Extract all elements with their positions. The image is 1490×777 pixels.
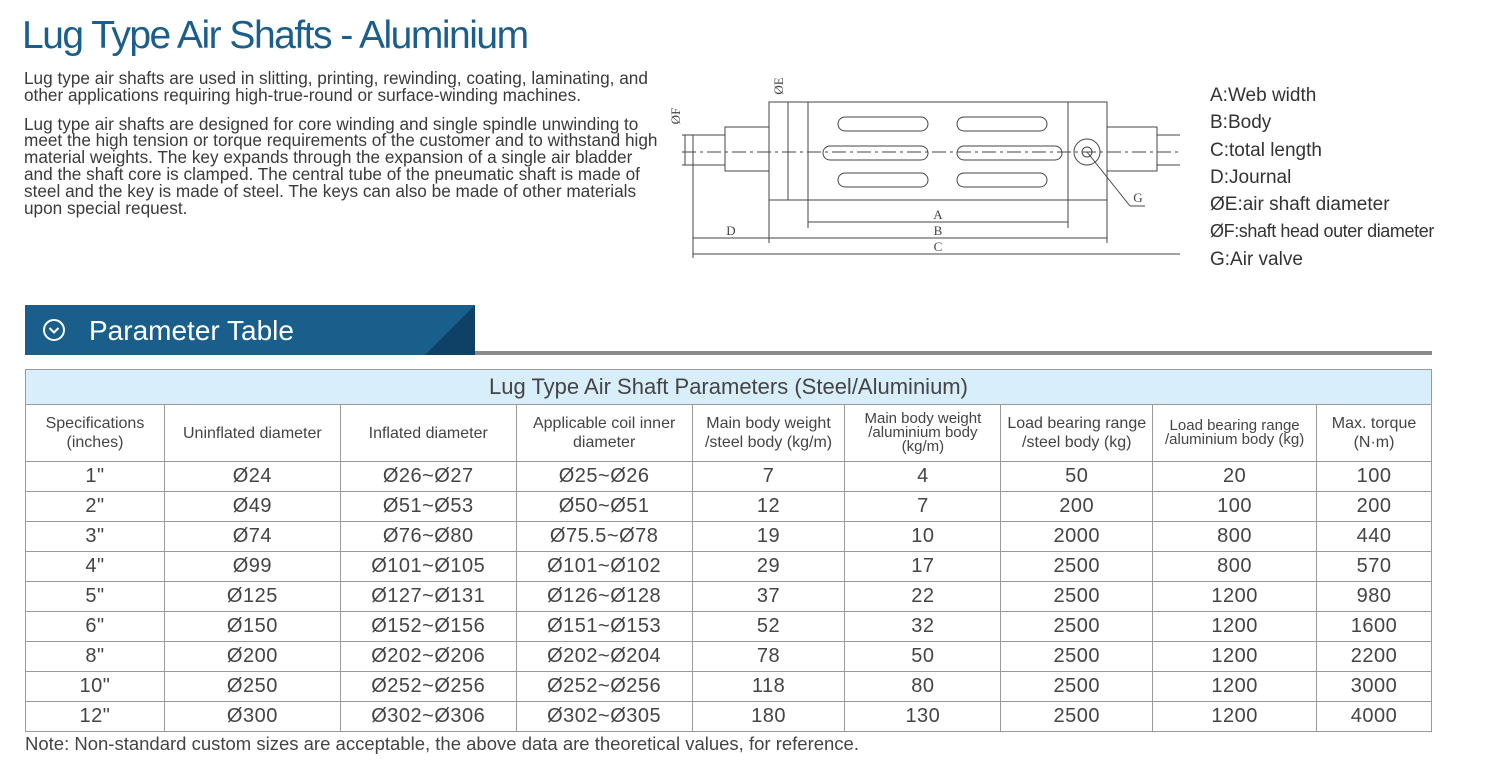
table-row [26,612,1432,642]
intro-paragraph-1: Lug type air shafts are used in slitting, printing, rewinding, coating, laminating, and other applications requiring high-true-round or surface-winding machines. [24,68,648,105]
table-cell: 2500 [1001,612,1153,642]
table-row [26,462,1432,492]
table-row [26,582,1432,612]
parameter-table [25,369,1432,732]
column-header: Load bearing range /aluminium body (kg) [1153,405,1317,462]
table-cell: Ø126~Ø128 [516,582,692,612]
table-cell: 19 [692,522,845,552]
table-cell: 1200 [1153,672,1317,702]
table-cell: 4000 [1317,702,1432,732]
table-row [26,642,1432,672]
table-cell: 800 [1153,552,1317,582]
table-cell: Ø152~Ø156 [340,612,516,642]
legend-item: A:Web width [1210,85,1317,106]
table-cell: 2500 [1001,582,1153,612]
table-cell: 2500 [1001,672,1153,702]
table-cell: Ø49 [164,492,340,522]
table-cell: 10 [845,522,1001,552]
table-cell: Ø50~Ø51 [516,492,692,522]
table-cell: 800 [1153,522,1317,552]
table-cell: 2" [26,492,165,522]
table-cell: 118 [692,672,845,702]
table-cell: Ø76~Ø80 [340,522,516,552]
table-cell: Ø51~Ø53 [340,492,516,522]
dim-label-e: ØE [771,77,786,95]
table-cell: 4" [26,552,165,582]
section-title: Parameter Table [89,315,294,346]
column-header: Main body weight /steel body (kg/m) [692,405,845,462]
legend-item: C:total length [1210,139,1322,161]
table-cell: 180 [692,702,845,732]
table-cell: 78 [692,642,845,672]
table-cell: 1" [26,462,165,492]
table-cell: Ø150 [164,612,340,642]
table-cell: 2500 [1001,642,1153,672]
table-cell: 17 [845,552,1001,582]
table-cell: 4 [845,462,1001,492]
table-cell: Ø202~Ø206 [340,642,516,672]
table-cell: Ø26~Ø27 [340,462,516,492]
left-journal-outer [693,135,725,165]
right-journal-outer [1157,135,1180,165]
section-divider [475,351,1432,355]
legend-item: B:Body [1210,112,1272,134]
table-cell: Ø252~Ø256 [516,672,692,702]
table-cell: Ø202~Ø204 [516,642,692,672]
lug-key [838,117,928,131]
table-cell: Ø302~Ø305 [516,702,692,732]
table-cell: 20 [1153,462,1317,492]
table-cell: 440 [1317,522,1432,552]
legend-item: G:Air valve [1210,248,1303,270]
dim-label-c: C [933,239,943,254]
table-row [26,552,1432,582]
page-title: Lug Type Air Shafts - Aluminium [22,14,528,57]
table-cell: 29 [692,552,845,582]
table-cell: Ø101~Ø102 [516,552,692,582]
table-cell: Ø125 [164,582,340,612]
table-row [26,492,1432,522]
lug-key [957,146,1062,160]
table-cell: 22 [845,582,1001,612]
table-cell: 100 [1317,462,1432,492]
table-cell: 1200 [1153,582,1317,612]
table-cell: 3000 [1317,672,1432,702]
lug-key [957,173,1047,187]
table-caption: Lug Type Air Shaft Parameters (Steel/Aluminium) [26,370,1432,405]
table-cell: Ø151~Ø153 [516,612,692,642]
lug-key [838,173,928,187]
table-cell: 570 [1317,552,1432,582]
section-header-accent [425,305,475,355]
column-header: Uninflated diameter [164,405,340,462]
section-header [25,305,475,355]
dim-label-b: B [933,223,943,238]
table-cell: Ø252~Ø256 [340,672,516,702]
table-cell: 1600 [1317,612,1432,642]
table-row [26,522,1432,552]
column-header: Max. torque (N·m) [1317,405,1432,462]
legend-item: D:Journal [1210,166,1292,188]
table-cell: 980 [1317,582,1432,612]
table-cell: Ø74 [164,522,340,552]
air-shaft-diagram [660,68,1180,273]
table-cell: 5" [26,582,165,612]
table-cell: 2000 [1001,522,1153,552]
intro-paragraph-2: Lug type air shafts are designed for core winding and single spindle unwinding to meet the high tension or torque requirements of the customer and to withstand high material weights. The key expands through the expansion of a single air bladder and the shaft core is clamped. The central tube of the pneumatic shaft is made of steel and the key is made of steel. The keys can also be made of other materials upon special request. [24,113,658,218]
table-cell: 12 [692,492,845,522]
shaft-body [769,102,1107,200]
table-cell: 200 [1317,492,1432,522]
table-cell: 10" [26,672,165,702]
table-cell: Ø127~Ø131 [340,582,516,612]
dim-label-g: G [1133,190,1143,205]
table-cell: 130 [845,702,1001,732]
table-row [26,672,1432,702]
right-journal-inner [1107,127,1157,171]
legend-item: ØE:air shaft diameter [1210,194,1390,216]
chevron-down-circle-icon [42,318,66,342]
column-header: Inflated diameter [340,405,516,462]
table-cell: Ø25~Ø26 [516,462,692,492]
table-cell: 52 [692,612,845,642]
table-cell: 32 [845,612,1001,642]
table-cell: 1200 [1153,642,1317,672]
lug-key [957,117,1047,131]
table-cell: 50 [845,642,1001,672]
table-cell: 3" [26,522,165,552]
table-cell: 37 [692,582,845,612]
left-journal-inner [725,127,769,171]
table-cell: 12" [26,702,165,732]
table-cell: 1200 [1153,702,1317,732]
table-cell: Ø99 [164,552,340,582]
column-header: Applicable coil inner diameter [516,405,692,462]
dim-label-d: D [726,223,736,238]
column-header: Main body weight /aluminium body (kg/m) [845,405,1001,462]
column-header: Specifications (inches) [26,405,165,462]
table-cell: Ø75.5~Ø78 [516,522,692,552]
table-cell: 2200 [1317,642,1432,672]
table-cell: 7 [845,492,1001,522]
table-cell: Ø250 [164,672,340,702]
dim-label-a: A [933,207,943,222]
intro-text [24,70,664,228]
table-row [26,702,1432,732]
table-cell: 1200 [1153,612,1317,642]
table-cell: Ø24 [164,462,340,492]
table-cell: 100 [1153,492,1317,522]
column-header: Load bearing range /steel body (kg) [1001,405,1153,462]
table-cell: 2500 [1001,702,1153,732]
table-cell: 80 [845,672,1001,702]
legend-item: ØF:shaft head outer diameter [1210,221,1434,242]
table-cell: Ø302~Ø306 [340,702,516,732]
diagram-legend [1210,82,1434,273]
table-cell: 2500 [1001,552,1153,582]
table-cell: 8" [26,642,165,672]
table-cell: Ø101~Ø105 [340,552,516,582]
table-cell: Ø300 [164,702,340,732]
footnote: Note: Non-standard custom sizes are acceptable, the above data are theoretical values, for reference. [25,733,859,754]
table-header-row [26,405,1432,462]
lug-key [823,146,928,160]
table-cell: 50 [1001,462,1153,492]
table-cell: 200 [1001,492,1153,522]
table-cell: 7 [692,462,845,492]
table-cell: 6" [26,612,165,642]
table-cell: Ø200 [164,642,340,672]
dim-label-f: ØF [668,107,683,125]
